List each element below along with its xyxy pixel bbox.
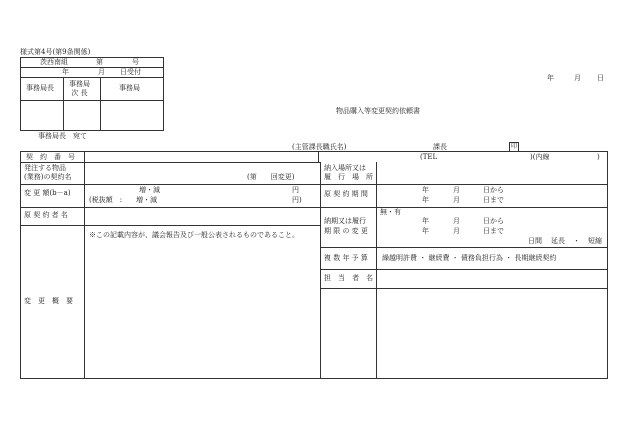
days-label: 日間	[528, 237, 542, 245]
period-until: 日まで	[483, 196, 504, 204]
page-title: 物品購入等変更契約依頼書	[336, 107, 420, 115]
extension-option: 延長	[551, 237, 565, 245]
manager-label: (主管課長職氏名)	[292, 143, 347, 151]
period-year: 年	[422, 186, 429, 194]
form-label: 様式第4号(第9条関係)	[20, 48, 91, 56]
change-month-2: 月	[453, 227, 460, 235]
period-month-2: 月	[453, 196, 460, 204]
period-month: 月	[453, 186, 460, 194]
shorten-option: 短縮	[588, 237, 602, 245]
contract-number-label: 契 約 番 号	[26, 153, 75, 161]
extension-label: )(内線	[530, 153, 550, 161]
multi-year-budget-label: 複 数 年 予 算	[324, 254, 368, 262]
increase-decrease-tax: 増・減	[136, 196, 157, 204]
change-summary-label: 変 更 概 要	[24, 297, 73, 305]
date-month: 月	[574, 74, 581, 82]
original-period-label: 原 契 約 期 間	[324, 190, 368, 198]
date-year: 年	[547, 74, 554, 82]
delivery-place-label-2: 履 行 場 所	[324, 173, 373, 181]
section-chief: 課長	[433, 143, 447, 151]
receipt-year: 年	[62, 68, 69, 76]
person-in-charge-label: 担 当 者 名	[324, 274, 373, 282]
receipt-col-director: 事務局長	[26, 84, 54, 92]
increase-decrease: 増・減	[139, 186, 160, 194]
period-change-label-2: 期 限 の 変 更	[324, 227, 368, 235]
dot-separator: ・	[573, 237, 580, 245]
receipt-month: 月	[98, 68, 105, 76]
ordered-item-label: 発注する物品	[24, 164, 66, 172]
presence-label: 無・有	[380, 208, 401, 216]
change-until: 日まで	[483, 227, 504, 235]
receipt-dai: 第	[96, 58, 103, 66]
period-change-label: 納期又は履行	[324, 217, 366, 225]
change-year-2: 年	[422, 227, 429, 235]
delivery-place-label: 納入場所又は	[324, 164, 366, 172]
receipt-go: 号	[132, 58, 139, 66]
change-year: 年	[422, 217, 429, 225]
budget-options: 繰越明許費 ・ 継続費 ・ 債務負担行為 ・ 長期継続契約	[382, 254, 557, 262]
ordered-item-label-2: (業務)の契約名	[24, 173, 72, 181]
tel-label: (TEL	[420, 153, 438, 161]
receipt-col-office: 事務局	[119, 84, 140, 92]
original-contractor-label: 原 契 約 者 名	[24, 211, 68, 219]
period-from: 日から	[483, 186, 504, 194]
yen-label-tax: 円)	[292, 196, 302, 204]
main-form	[20, 151, 608, 379]
date-day: 日	[597, 74, 604, 82]
tax-excluded-label: (税抜額 :	[89, 196, 123, 204]
receipt-day: 日受付	[120, 68, 141, 76]
addressee: 事務局長 宛て	[38, 132, 87, 140]
receipt-office: 茨西南組	[40, 58, 68, 66]
period-year-2: 年	[422, 196, 429, 204]
seal-mark: 印	[510, 143, 517, 150]
receipt-box	[20, 57, 164, 131]
change-amount-label: 変 更 額(b－a)	[24, 189, 71, 197]
note-text: ※この記載内容が、議会報告及び一般公表されるものであること。	[89, 231, 299, 239]
yen-label: 円	[292, 186, 299, 194]
close-paren: )	[597, 153, 600, 161]
change-from: 日から	[483, 217, 504, 225]
change-month: 月	[453, 217, 460, 225]
change-round: (第 回変更)	[247, 173, 295, 181]
receipt-col-deputy: 事務局 次 長	[69, 80, 90, 97]
